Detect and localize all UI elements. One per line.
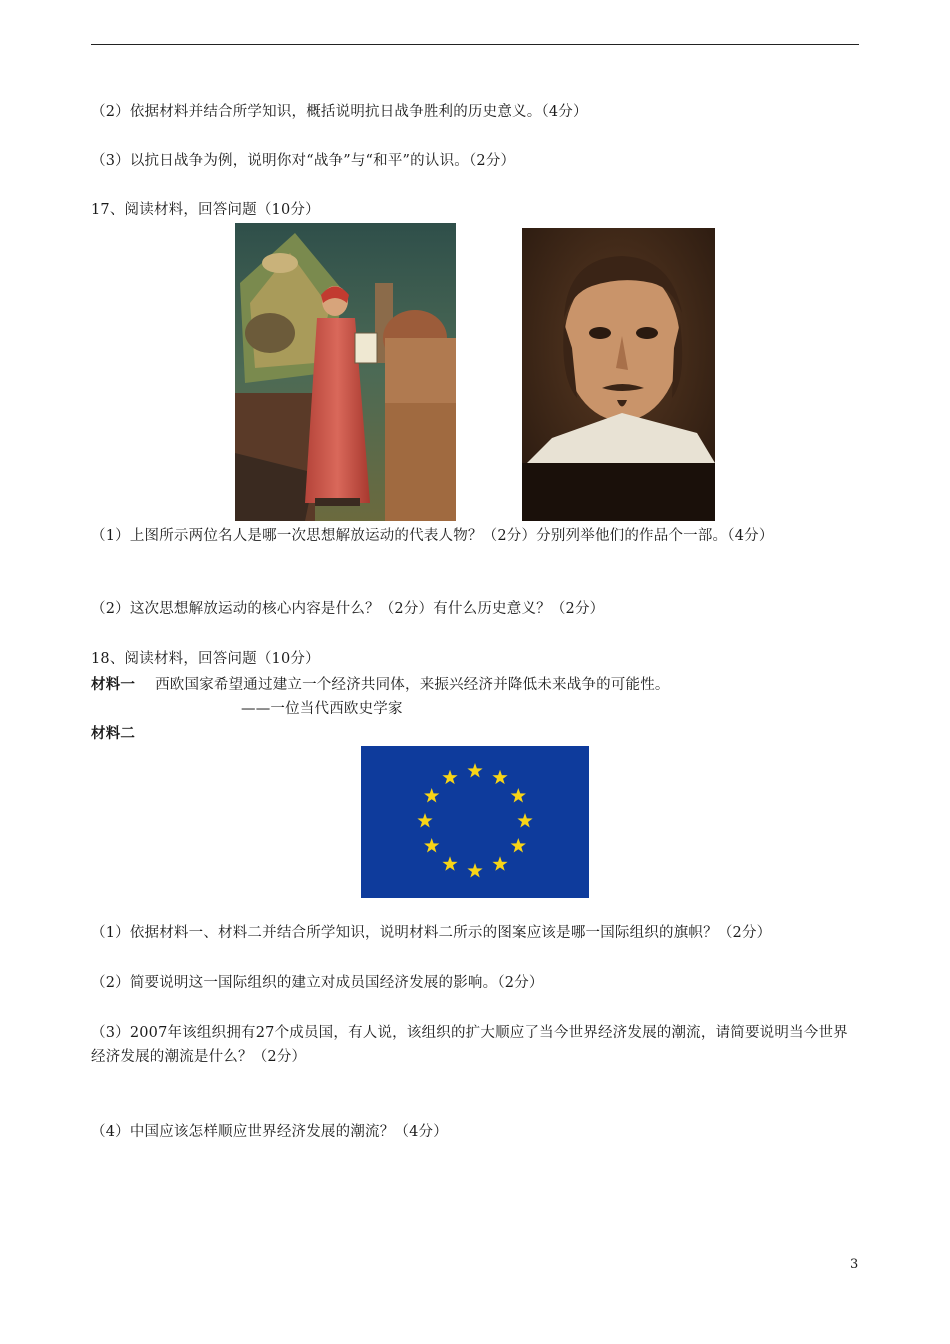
q17-part2: （2）这次思想解放运动的核心内容是什么？（2分）有什么历史意义？（2分） — [91, 601, 605, 617]
q16-part2: （2）依据材料并结合所学知识，概括说明抗日战争胜利的历史意义。（4分） — [91, 104, 588, 120]
page-number: 3 — [850, 1257, 859, 1272]
material2-label: 材料二 — [91, 725, 136, 742]
q17-title: 17、阅读材料，回答问题（10分） — [91, 202, 320, 218]
material1-label: 材料一 — [91, 676, 136, 693]
eu-flag — [361, 746, 589, 898]
shakespeare-portrait — [522, 228, 715, 521]
material1-text: 西欧国家希望通过建立一个经济共同体，来振兴经济并降低未来战争的可能性。 — [155, 677, 670, 693]
q18-part2: （2）简要说明这一国际组织的建立对成员国经济发展的影响。（2分） — [91, 975, 544, 991]
header-rule — [91, 44, 859, 45]
q18-part3: （3）2007年该组织拥有27个成员国，有人说，该组织的扩大顺应了当今世界经济发展的潮流，请简要说明当今世界经济发展的潮流是什么？（2分） — [91, 1025, 848, 1065]
dante-painting — [235, 223, 456, 521]
q18-material1 — [91, 674, 670, 696]
q18-part4: （4）中国应该怎样顺应世界经济发展的潮流？（4分） — [91, 1124, 448, 1140]
q18-title: 18、阅读材料，回答问题（10分） — [91, 651, 320, 667]
q16-part3: （3）以抗日战争为例，说明你对“战争”与“和平”的认识。（2分） — [91, 153, 516, 169]
q18-part1: （1）依据材料一、材料二并结合所学知识，说明材料二所示的图案应该是哪一国际组织的旗帜？（2分） — [91, 925, 772, 941]
q17-part1: （1）上图所示两位名人是哪一次思想解放运动的代表人物？（2分）分别列举他们的作品个一部。（4分） — [91, 528, 774, 544]
material1-source: ——一位当代西欧史学家 — [241, 701, 403, 717]
